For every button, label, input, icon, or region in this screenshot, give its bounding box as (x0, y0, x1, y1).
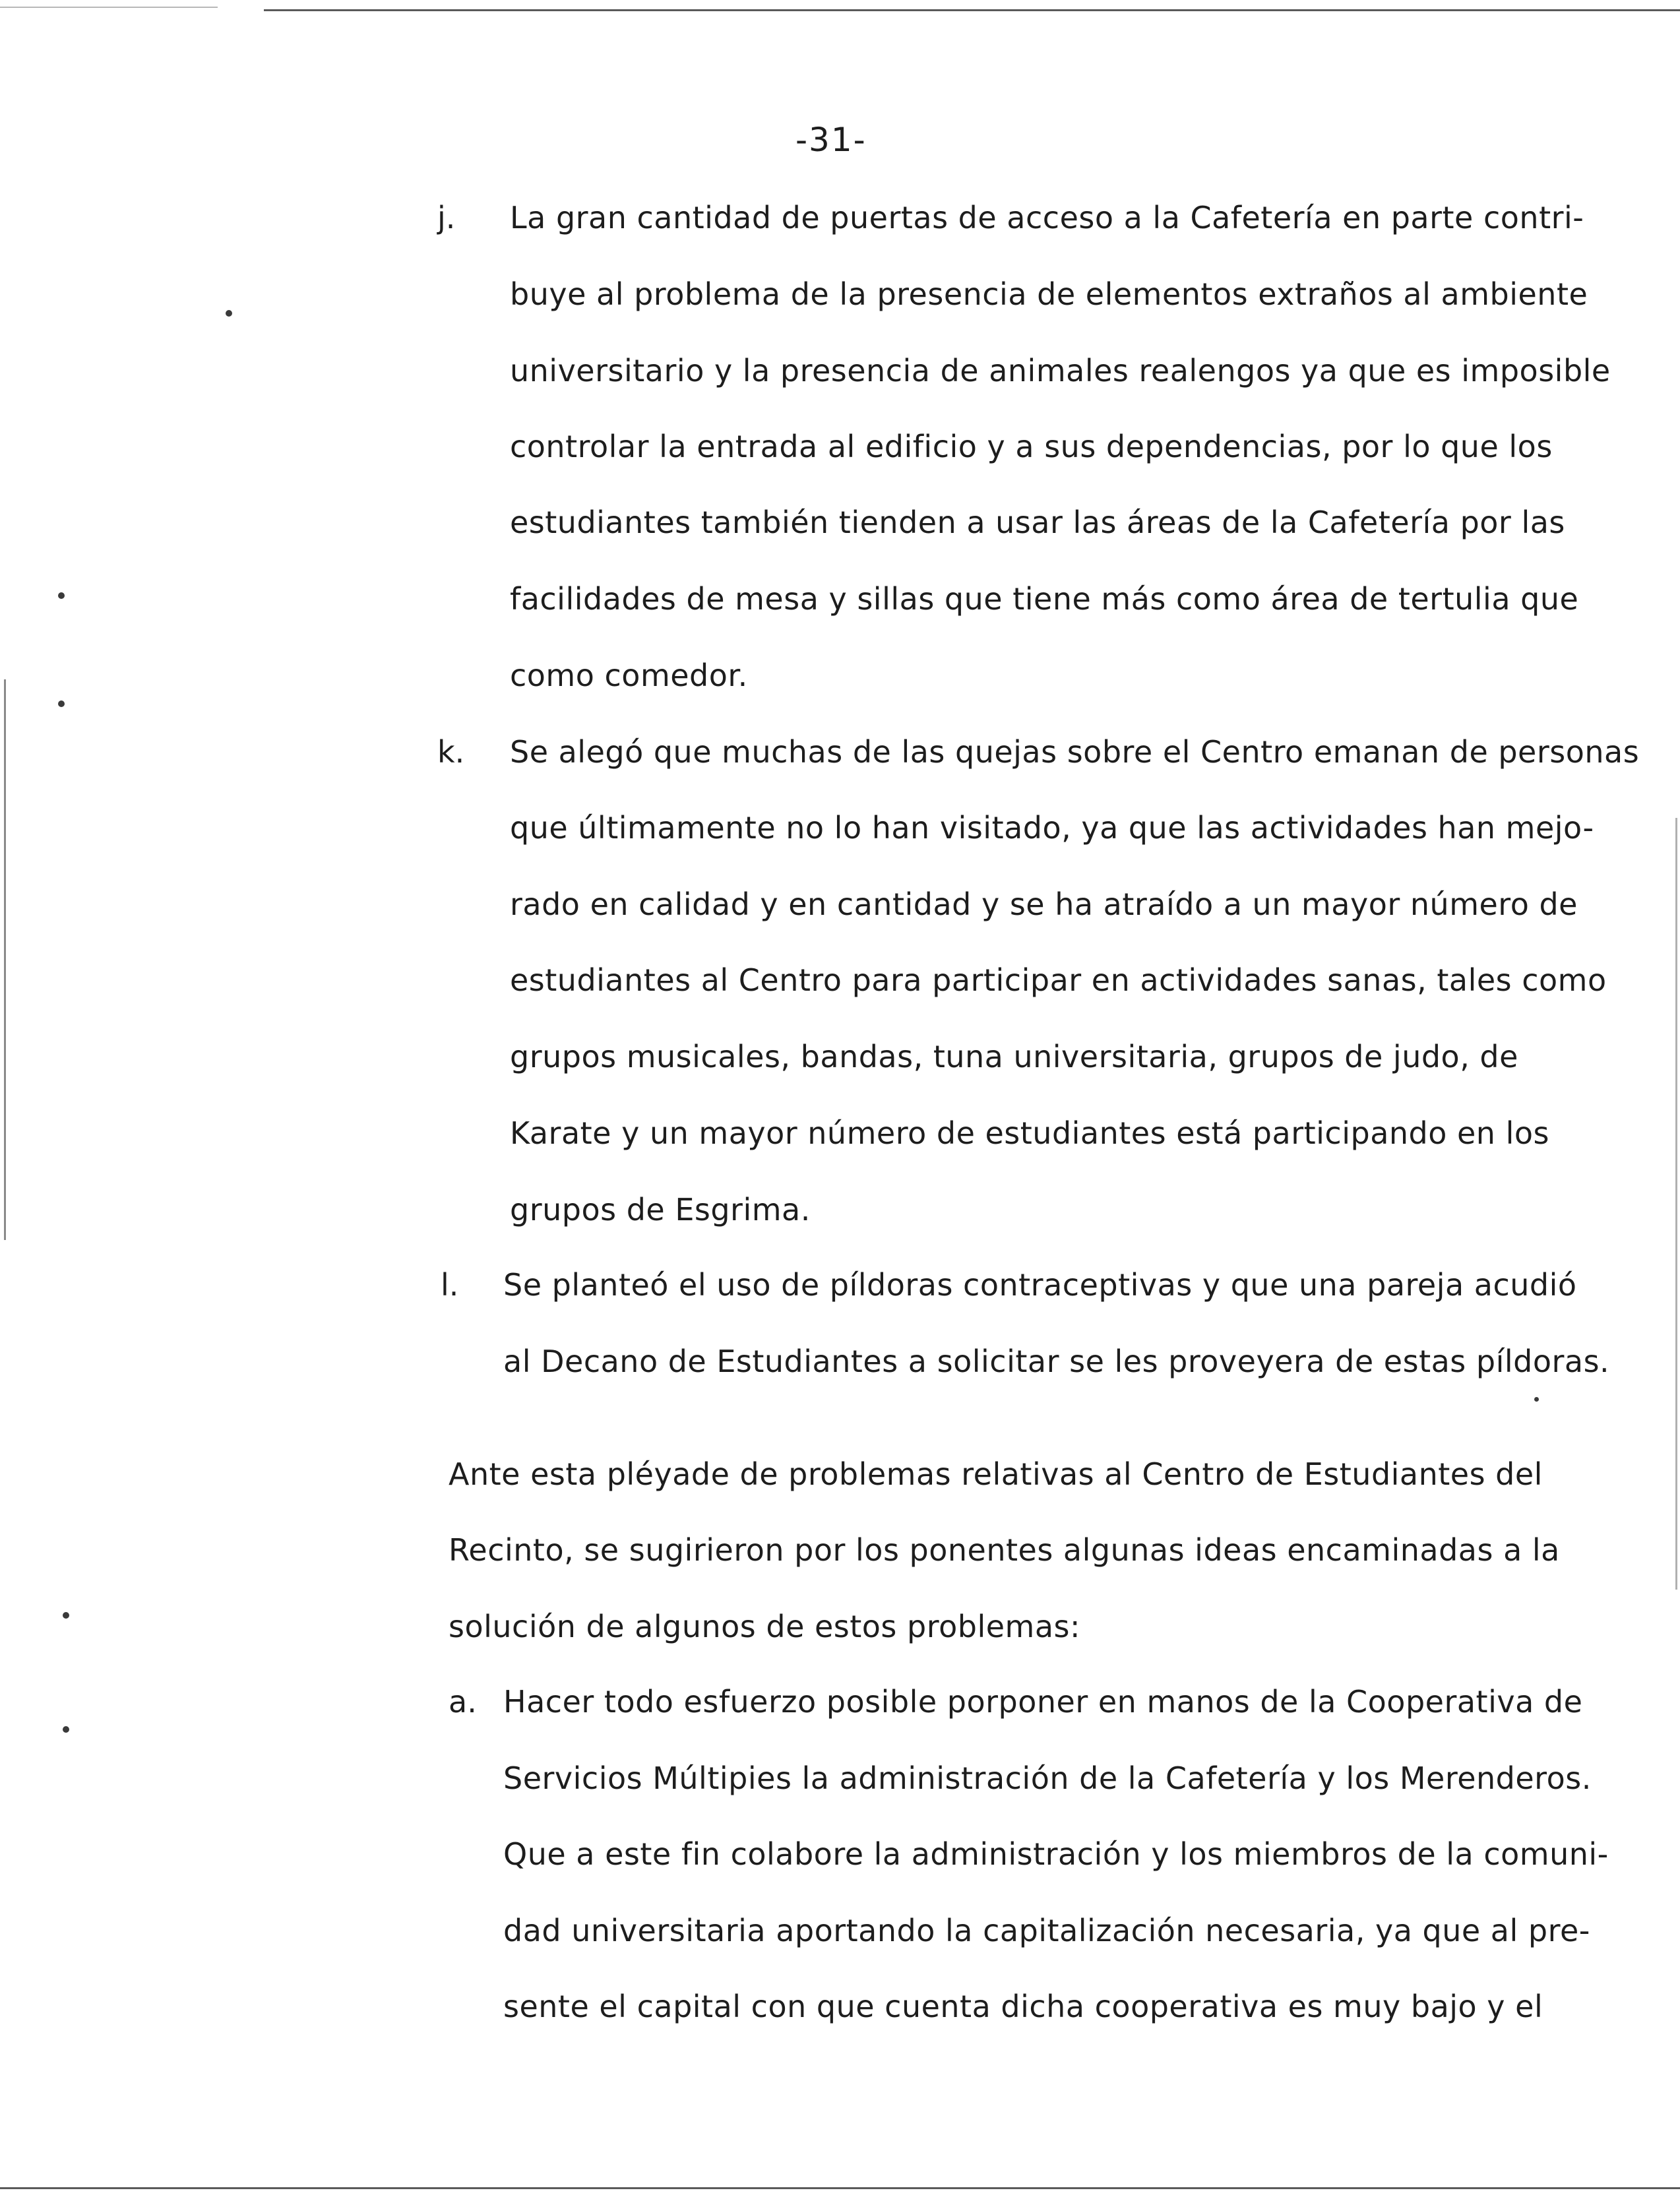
text-line: Se alegó que muchas de las quejas sobre el Centro emanan de personas (510, 734, 1640, 770)
text-line: grupos de Esgrima. (510, 1192, 811, 1227)
text-line: dad universitaria aportando la capitalización necesaria, ya que al pre- (503, 1913, 1590, 1948)
text-line: buye al problema de la presencia de elementos extraños al ambiente (510, 276, 1588, 312)
scan-speck (58, 592, 65, 599)
paragraph-line: solución de algunos de estos problemas: (449, 1609, 1081, 1644)
text-line: como comedor. (510, 658, 748, 693)
text-line: que últimamente no lo han visitado, ya que las actividades han mejo- (510, 810, 1594, 846)
scan-edge-right (1675, 818, 1677, 1590)
paragraph-line: Ante esta pléyade de problemas relativas al Centro de Estudiantes del (449, 1456, 1543, 1492)
text-line: estudiantes también tienden a usar las áreas de la Cafetería por las (510, 505, 1565, 540)
text-line: rado en calidad y en cantidad y se ha atraído a un mayor número de (510, 886, 1578, 922)
list-marker-k: k. (437, 734, 465, 770)
list-marker-j: j. (437, 200, 456, 235)
scan-line-top-left (0, 7, 218, 8)
page-number: -31- (795, 121, 867, 159)
text-line: grupos musicales, bandas, tuna universitaria, grupos de judo, de (510, 1039, 1518, 1074)
scan-edge-left (4, 679, 6, 1240)
text-line: Que a este fin colabore la administración y los miembros de la comuni- (503, 1836, 1609, 1872)
text-line: Se planteó el uso de píldoras contraceptivas y que una pareja acudió (503, 1267, 1577, 1303)
scan-speck (58, 700, 65, 707)
text-line: al Decano de Estudiantes a solicitar se les proveyera de estas píldoras. (503, 1344, 1610, 1379)
text-line: estudiantes al Centro para participar en actividades sanas, tales como (510, 962, 1607, 998)
scan-speck (63, 1726, 69, 1733)
paragraph-line: Recinto, se sugirieron por los ponentes algunas ideas encaminadas a la (449, 1532, 1560, 1568)
scan-speck (1534, 1397, 1539, 1402)
text-line: Karate y un mayor número de estudiantes está participando en los (510, 1115, 1549, 1151)
text-line: controlar la entrada al edificio y a sus dependencias, por lo que los (510, 429, 1553, 464)
text-line: sente el capital con que cuenta dicha cooperativa es muy bajo y el (503, 1989, 1543, 2024)
text-line: Servicios Múltipies la administración de la Cafetería y los Merenderos. (503, 1760, 1592, 1796)
text-line: facilidades de mesa y sillas que tiene más como área de tertulia que (510, 581, 1579, 617)
scan-speck (226, 310, 232, 317)
text-line: La gran cantidad de puertas de acceso a la Cafetería en parte contri- (510, 200, 1584, 235)
list-marker-a: a. (449, 1684, 477, 1720)
text-line: universitario y la presencia de animales realengos ya que es imposible (510, 353, 1611, 388)
scan-speck (63, 1612, 69, 1619)
list-marker-l: l. (441, 1267, 459, 1303)
scan-line-top (264, 9, 1680, 11)
scan-line-bottom (0, 2187, 1680, 2189)
text-line: Hacer todo esfuerzo posible porponer en manos de la Cooperativa de (503, 1684, 1583, 1720)
